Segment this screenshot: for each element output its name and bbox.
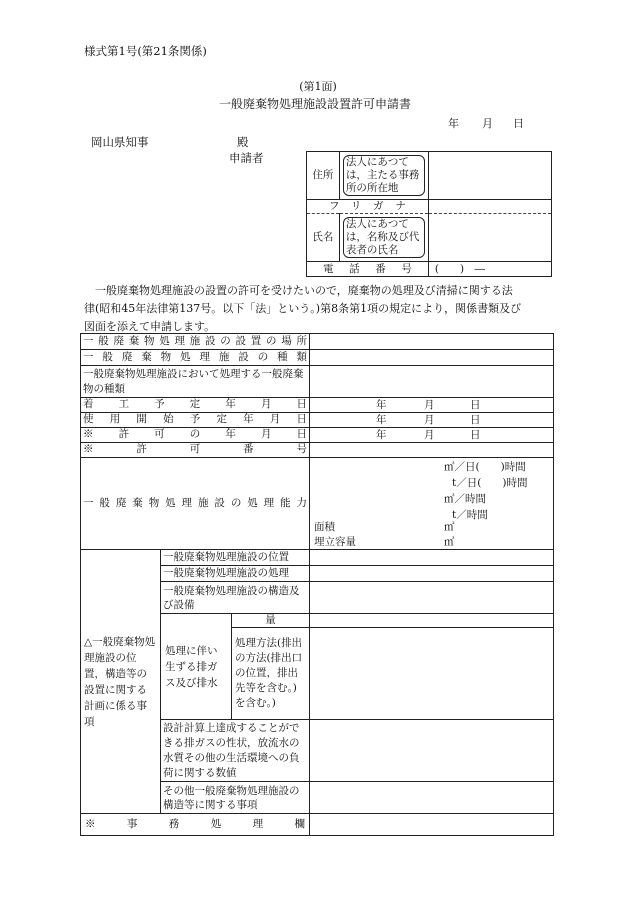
- honorific: 殿: [237, 135, 249, 149]
- address-field[interactable]: [428, 152, 551, 200]
- row-capacity-field[interactable]: [310, 458, 554, 550]
- row-kind-label: 一般廃棄物処理施設の種類: [83, 350, 308, 363]
- statement-line-2: 律(昭和45年法律第137号。以下「法」という。)第8条第1項の規定により，関係書類及び: [84, 302, 522, 315]
- emission-method-label: 処理方法(排出の方法(排出口の位置，排出先等を含む。)を含む。): [232, 628, 310, 720]
- emission-method-field[interactable]: [310, 628, 554, 720]
- plan-structure-field[interactable]: [310, 582, 554, 614]
- emission-label: 処理に伴い生ずる排ガス及び排水: [161, 614, 232, 720]
- plan-other-field[interactable]: [310, 782, 554, 814]
- emission-amount-field[interactable]: [310, 614, 554, 628]
- cap-area-label: 面積: [314, 521, 336, 533]
- pd-month: 月: [424, 429, 435, 441]
- application-statement: [84, 282, 554, 336]
- applicant-table: [306, 151, 552, 277]
- row-permit-date-field[interactable]: [310, 428, 554, 443]
- main-table: [80, 333, 554, 836]
- cap-volume-label: 埋立容量: [314, 536, 357, 548]
- row-permit-date-label: ※許可の年月日: [83, 428, 308, 441]
- emission-amount-label: 量: [232, 614, 310, 628]
- row-kind-field[interactable]: [310, 350, 554, 366]
- su-month: 月: [424, 414, 435, 426]
- side-label: (第1面): [299, 80, 337, 93]
- su-year: 年: [376, 414, 387, 426]
- row-waste-type-label: 一般廃棄物処理施設において処理する一般廃棄物の種類: [81, 366, 310, 398]
- plan-other-label: その他一般廃棄物処理施設の構造等に関する事項: [161, 782, 310, 814]
- row-start-construction-label: 着工予定年月日: [83, 398, 308, 411]
- phone-field[interactable]: ( ) ―: [428, 262, 551, 277]
- cap-area-unit: ㎡: [444, 521, 455, 533]
- plan-position-field[interactable]: [310, 550, 554, 566]
- cap-unit-2: t／日( )時間: [452, 477, 528, 489]
- plan-design-values-label: 設計計算上達成することができる排ガスの性状，放流水の水質その他の生活環境への負荷に関する数値: [161, 720, 310, 782]
- name-note: 法人にあつては，名称及び代表者の氏名: [343, 217, 425, 258]
- pd-day: 日: [470, 429, 481, 441]
- row-permit-number-field[interactable]: [310, 443, 554, 458]
- row-start-use-field[interactable]: [310, 413, 554, 428]
- statement-line-3: 図面を添えて申請します。: [84, 320, 216, 333]
- cap-unit-4: t／時間: [452, 509, 488, 521]
- cap-unit-3: ㎥／時間: [444, 493, 487, 505]
- plan-process-field[interactable]: [310, 566, 554, 582]
- cap-volume-unit: ㎥: [444, 536, 455, 548]
- name-field[interactable]: [428, 214, 551, 262]
- document-title: 一般廃棄物処理施設設置許可申請書: [218, 97, 411, 111]
- office-use-field[interactable]: [310, 814, 554, 836]
- plan-design-values-field[interactable]: [310, 720, 554, 782]
- row-location-label: 一般廃棄物処理施設の設置の場所: [83, 334, 308, 347]
- form-number: 様式第1号(第21条関係): [84, 44, 207, 58]
- address-label: 住所: [307, 152, 340, 200]
- row-location-field[interactable]: [310, 334, 554, 350]
- date-day: 日: [513, 117, 524, 130]
- plan-process-label: 一般廃棄物処理施設の処理: [161, 566, 310, 582]
- phone-label: 電話番号: [323, 262, 412, 275]
- sc-year: 年: [376, 399, 387, 411]
- row-permit-number-label: ※許可番号: [83, 443, 308, 456]
- name-label: 氏名: [307, 214, 340, 262]
- su-day: 日: [470, 414, 481, 426]
- furigana-field[interactable]: [428, 200, 551, 214]
- plan-position-label: 一般廃棄物処理施設の位置: [161, 550, 310, 566]
- office-use-label: ※事務処理欄: [85, 818, 306, 831]
- row-capacity-label: 一般廃棄物処理施設の処理能力: [83, 496, 308, 509]
- furigana-label: フリガナ: [329, 200, 406, 212]
- plan-section-label: △一般廃棄物処理施設の位置，構造等の設置に関する計画に係る事項: [81, 550, 161, 814]
- sc-day: 日: [470, 399, 481, 411]
- row-start-use-label: 使用開始予定年月日: [83, 413, 308, 426]
- sc-month: 月: [424, 399, 435, 411]
- governor-addressee: 岡山県知事: [91, 135, 149, 149]
- row-start-construction-field[interactable]: [310, 398, 554, 413]
- plan-structure-label: 一般廃棄物処理施設の構造及び設備: [161, 582, 310, 614]
- row-waste-type-field[interactable]: [310, 366, 554, 398]
- address-note: 法人にあつては，主たる事務所の所在地: [343, 155, 425, 196]
- date-month: 月: [482, 117, 493, 130]
- statement-line-1: 一般廃棄物処理施設の設置の許可を受けたいので，廃棄物の処理及び清掃に関する法: [95, 284, 513, 297]
- cap-unit-1: ㎥／日( )時間: [444, 461, 526, 473]
- date-year: 年: [448, 117, 459, 130]
- applicant-label: 申請者: [229, 151, 264, 165]
- pd-year: 年: [376, 429, 387, 441]
